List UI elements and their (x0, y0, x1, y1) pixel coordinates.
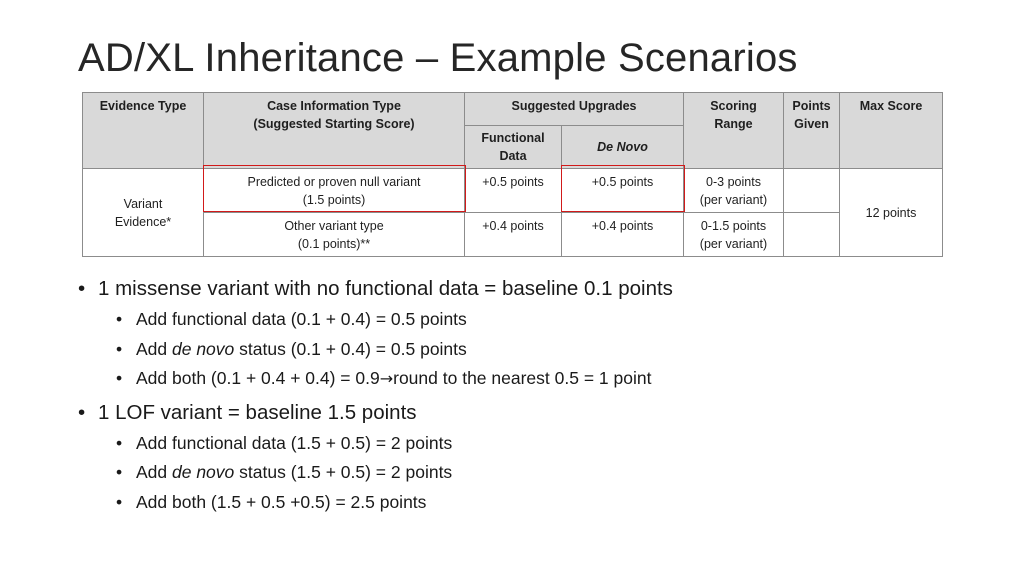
sub-bullet: • Add both (1.5 + 0.5 +0.5) = 2.5 points (116, 488, 673, 518)
header-evidence-type: Evidence Type (83, 93, 204, 169)
scoring-table-container (82, 92, 942, 256)
cell-de-novo-upgrade: +0.5 points (562, 169, 684, 213)
sub-bullet-list (98, 305, 673, 394)
cell-case-info: Other variant type (0.1 points)** (204, 213, 465, 257)
header-suggested-upgrades: Suggested Upgrades (465, 93, 684, 126)
cell-functional-upgrade: +0.5 points (465, 169, 562, 213)
header-case-information-type: Case Information Type (Suggested Starting Score) (204, 93, 465, 169)
cell-points-given (784, 169, 840, 213)
sub-bullet: • Add both (0.1 + 0.4 + 0.4) = 0.9→round to the nearest 0.5 = 1 point (116, 364, 673, 394)
table-row (83, 213, 943, 257)
scoring-table (82, 92, 943, 257)
slide-title: AD/XL Inheritance – Example Scenarios (78, 36, 798, 80)
cell-scoring-range: 0-1.5 points (per variant) (684, 213, 784, 257)
header-points-given: Points Given (784, 93, 840, 169)
table-row (83, 169, 943, 213)
header-de-novo: De Novo (562, 126, 684, 169)
bullet-list (78, 276, 673, 523)
sub-bullet: • Add functional data (0.1 + 0.4) = 0.5 points (116, 305, 673, 335)
sub-bullet: • Add de novo status (1.5 + 0.5) = 2 points (116, 458, 673, 488)
cell-points-given (784, 213, 840, 257)
cell-functional-upgrade: +0.4 points (465, 213, 562, 257)
cell-de-novo-upgrade: +0.4 points (562, 213, 684, 257)
cell-case-info: Predicted or proven null variant (1.5 points) (204, 169, 465, 213)
header-scoring-range: Scoring Range (684, 93, 784, 169)
sub-bullet-list (98, 429, 673, 518)
sub-bullet: • Add functional data (1.5 + 0.5) = 2 points (116, 429, 673, 459)
header-functional-data: Functional Data (465, 126, 562, 169)
cell-variant-evidence: Variant Evidence* (83, 169, 204, 257)
cell-scoring-range: 0-3 points (per variant) (684, 169, 784, 213)
right-arrow-icon: → (379, 369, 394, 388)
bullet-missense: • 1 missense variant with no functional data = baseline 0.1 points • Add functional data (0.1 + 0.4) = 0.5 points • Add de novo status (0.1 + 0.4) = 0.5 points • Add both (0.1 + 0.4 + 0.4) = 0.9→round to the nearest 0.5 = 1 point (78, 276, 673, 394)
header-max-score: Max Score (840, 93, 943, 169)
bullet-lof: • 1 LOF variant = baseline 1.5 points • Add functional data (1.5 + 0.5) = 2 points • Add de novo status (1.5 + 0.5) = 2 points • Add both (1.5 + 0.5 +0.5) = 2.5 points (78, 400, 673, 518)
sub-bullet: • Add de novo status (0.1 + 0.4) = 0.5 points (116, 335, 673, 365)
cell-max-score: 12 points (840, 169, 943, 257)
